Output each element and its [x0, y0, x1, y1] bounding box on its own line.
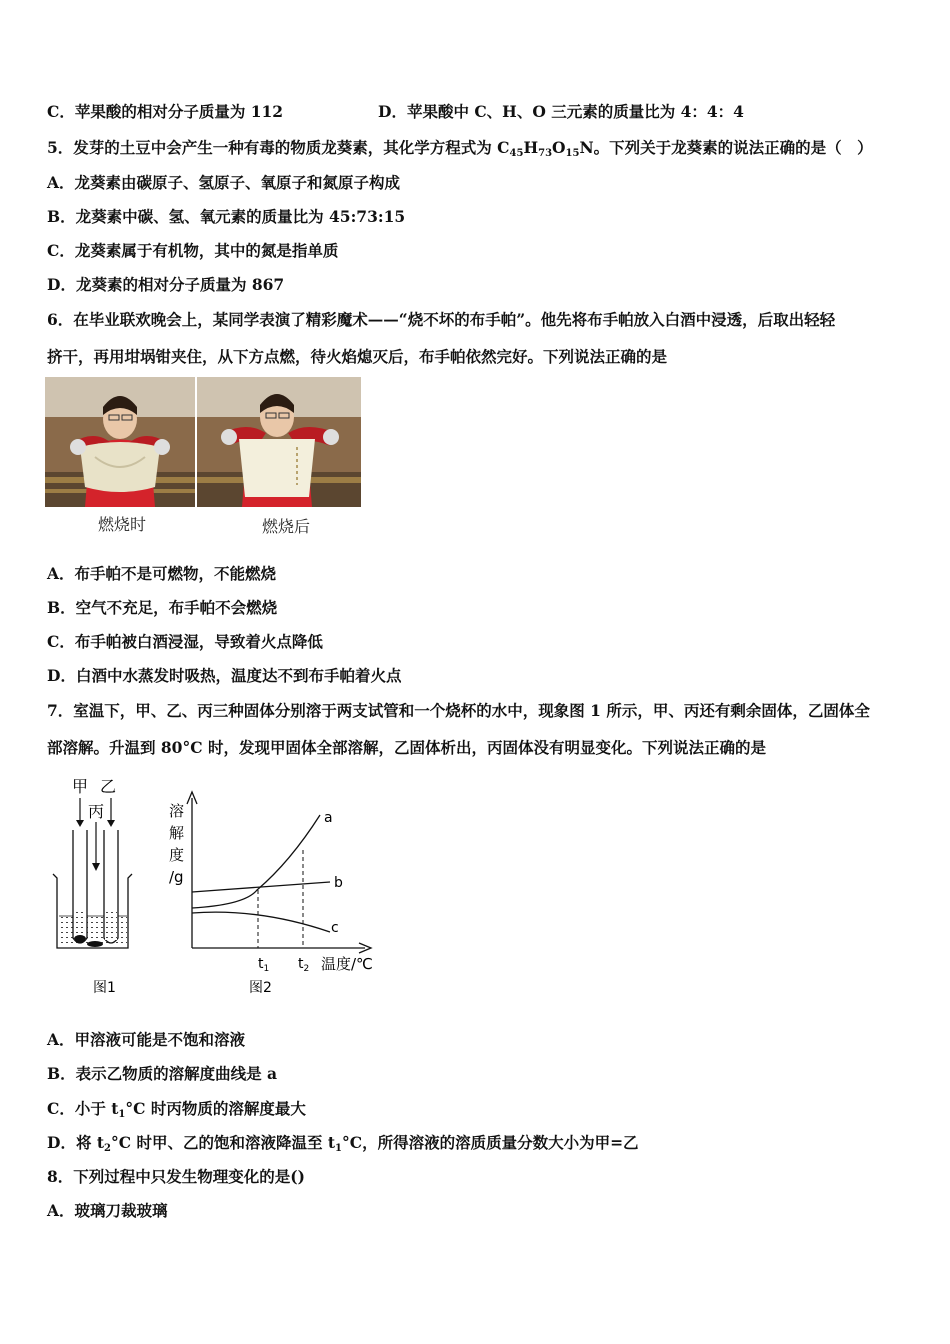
curve-b [192, 882, 330, 892]
ylabel-char-4: /g [169, 868, 184, 886]
label-jia: 甲 [72, 777, 89, 796]
q6-option-a: A．布手帕不是可燃物，不能燃烧 [47, 564, 277, 583]
q7-option-c: C．小于 $t_1^\circ C$ 时丙物质的溶解度最大 [47, 1099, 306, 1120]
figure1-apparatus [53, 777, 132, 996]
label-bing: 丙 [88, 802, 105, 821]
q5-stem: 5．发芽的土豆中会产生一种有毒的物质龙葵素，其化学方程式为 $C_{45}H_{73}O_{15}N$。下列关于龙葵素的说法正确的是（ ） [47, 138, 873, 159]
curve-b-label: b [334, 875, 343, 891]
q7-stem-line2: 部溶解。升温到 80°C 时，发现甲固体全部溶解，乙固体析出，丙固体没有明显变化。下列说法正确的是 [47, 738, 766, 757]
q7-option-b: B．表示乙物质的溶解度曲线是 a [47, 1064, 278, 1083]
t1-label: $t_1$ [258, 956, 270, 974]
q8-stem: 8．下列过程中只发生物理变化的是() [47, 1167, 305, 1186]
curve-a [192, 815, 320, 908]
q6-option-d: D．白酒中水蒸发时吸热，温度达不到布手帕着火点 [47, 666, 402, 685]
q5-option-b: B．龙葵素中碳、氢、氧元素的质量比为 45:73:15 [47, 207, 406, 226]
caption-after-burning: 燃烧后 [262, 517, 311, 536]
curve-c-label: c [331, 920, 339, 936]
q5-option-a: A．龙葵素由碳原子、氢原子、氧原子和氮原子构成 [47, 173, 401, 192]
q7-option-a: A．甲溶液可能是不饱和溶液 [47, 1030, 246, 1049]
figure2-caption: 图2 [249, 980, 272, 996]
photo-after-burning [197, 377, 361, 507]
figure1-caption: 图1 [93, 980, 116, 996]
q5-option-d: D．龙葵素的相对分子质量为 867 [47, 275, 285, 294]
curve-a-label: a [324, 810, 333, 826]
q6-option-b: B．空气不充足，布手帕不会燃烧 [47, 598, 278, 617]
ylabel-char-2: 解 [169, 824, 185, 842]
q7-figures [45, 770, 385, 1005]
figure2-solubility-chart [169, 792, 373, 996]
caption-burning: 燃烧时 [98, 515, 147, 534]
q7-option-d: D．将 $t_2^\circ C$ 时甲、乙的饱和溶液降温至 $t_1^\circ C$，所得溶液的溶质质量分数大小为甲=乙 [47, 1133, 639, 1154]
t2-label: $t_2$ [298, 956, 310, 974]
q6-stem-line1: 6．在毕业联欢晚会上，某同学表演了精彩魔术——“烧不坏的布手帕”。他先将布手帕放入白酒中浸透，后取出轻轻 [47, 310, 836, 329]
q6-option-c: C．布手帕被白酒浸湿，导致着火点降低 [47, 632, 323, 651]
q4-option-d: D．苹果酸中 C、H、O 三元素的质量比为 4：4：4 [378, 102, 744, 121]
q4-option-c: C．苹果酸的相对分子质量为 112 [47, 102, 284, 121]
curve-c [192, 912, 330, 932]
label-yi: 乙 [100, 777, 117, 796]
xaxis-label: 温度/℃ [321, 955, 373, 973]
photo-burning [45, 377, 195, 507]
q6-stem-line2: 挤干，再用坩埚钳夹住，从下方点燃，待火焰熄灭后，布手帕依然完好。下列说法正确的是 [47, 347, 668, 366]
q5-option-c: C．龙葵素属于有机物，其中的氮是指单质 [47, 241, 339, 260]
q8-option-a: A．玻璃刀裁玻璃 [47, 1201, 168, 1220]
q7-stem-line1: 7．室温下，甲、乙、丙三种固体分别溶于两支试管和一个烧杯的水中，现象图 1 所示，甲、丙还有剩余固体，乙固体全 [47, 701, 870, 720]
ylabel-char-3: 度 [169, 846, 185, 864]
ylabel-char-1: 溶 [169, 802, 185, 820]
